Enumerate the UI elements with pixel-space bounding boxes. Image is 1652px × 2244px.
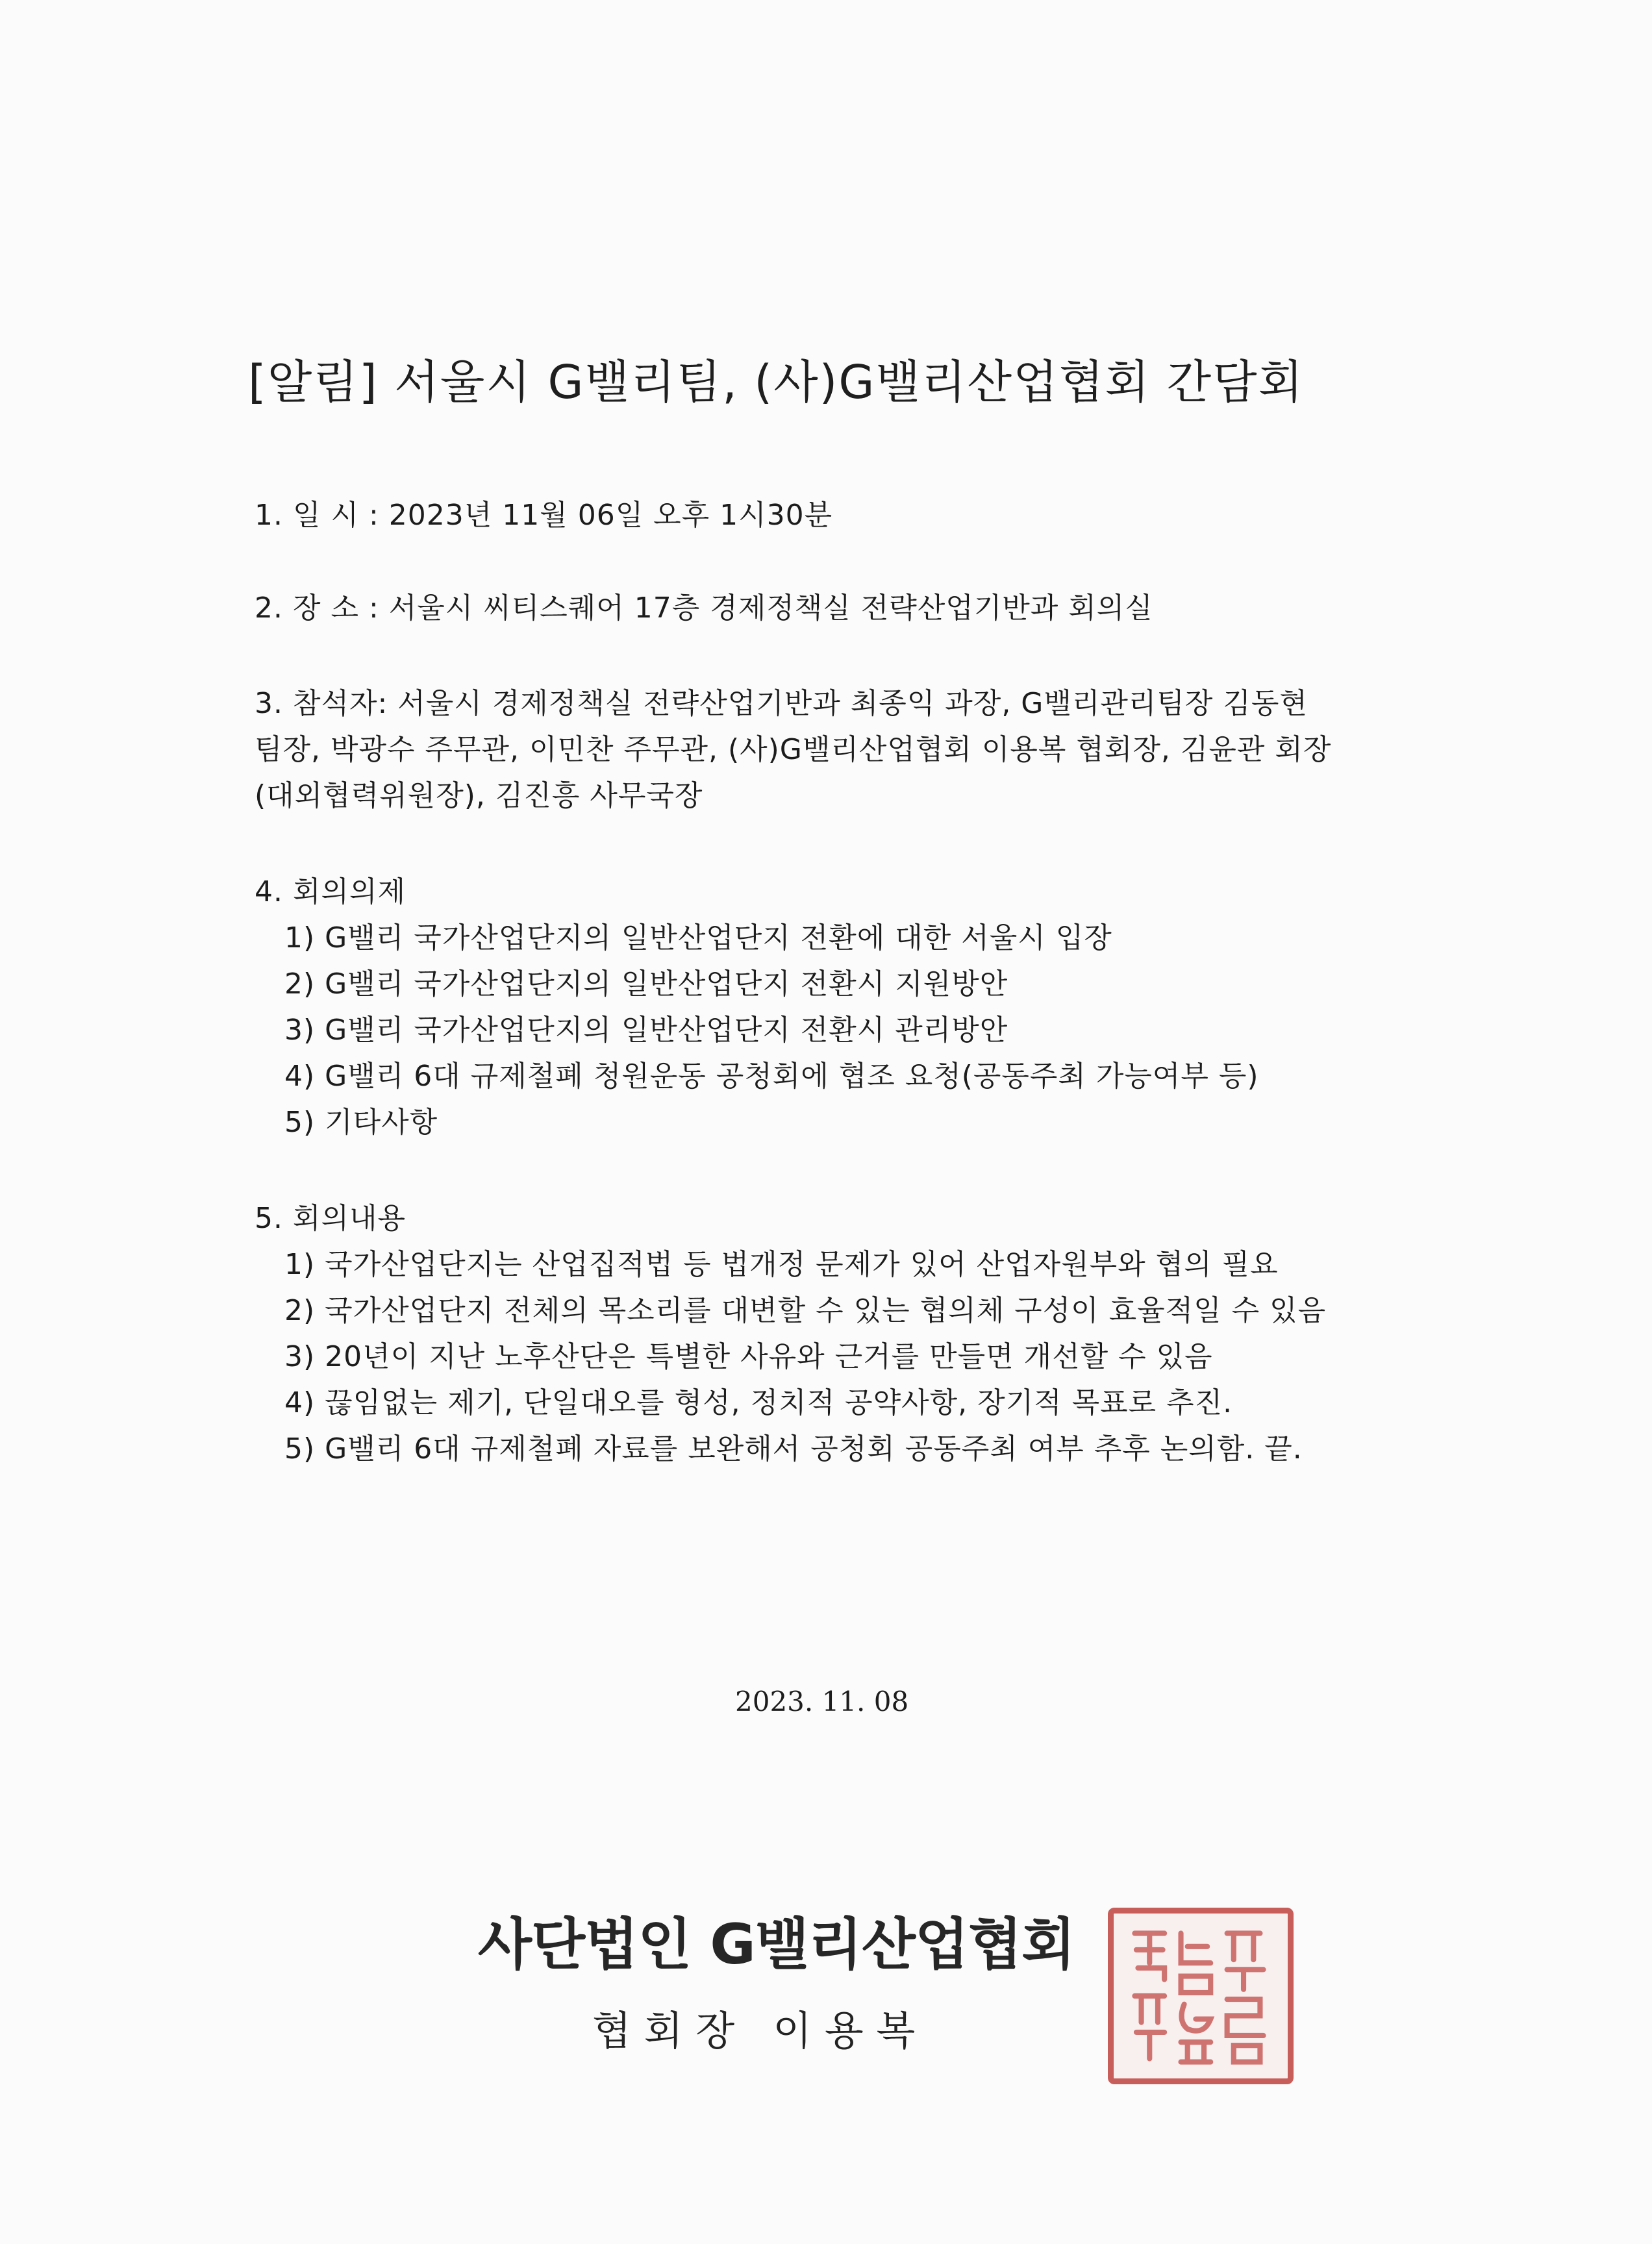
agenda-item: 2) G밸리 국가산업단지의 일반산업단지 전환시 지원방안 [284,967,1008,1001]
content-heading: 5. 회의내용 [255,1202,406,1235]
organization-name: 사단법인 G밸리산업협회 [478,1912,1075,1977]
agenda-item: 4) G밸리 6대 규제철폐 청원운동 공청회에 협조 요청(공동주최 가능여부 등) [284,1060,1259,1093]
content-item: 3) 20년이 지난 노후산단은 특별한 사유와 근거를 만들면 개선할 수 있음 [284,1340,1213,1373]
agenda-item: 3) G밸리 국가산업단지의 일반산업단지 전환시 관리방안 [284,1014,1008,1047]
agenda-item: 5) 기타사항 [284,1106,438,1139]
document-title: [알림] 서울시 G밸리팀, (사)G밸리산업협회 간담회 [248,355,1305,409]
attendees-line-2: 팀장, 박광수 주무관, 이민찬 주무관, (사)G밸리산업협회 이용복 협회장, 김윤관 회장 [255,733,1332,766]
content-item: 4) 끊임없는 제기, 단일대오를 형성, 정치적 공약사항, 장기적 목표로 추진. [284,1386,1233,1419]
document-date: 2023. 11. 08 [735,1686,909,1717]
content-item: 1) 국가산업단지는 산업집적법 등 법개정 문제가 있어 산업자원부와 협의 필요 [284,1248,1279,1281]
attendees-line-1: 3. 참석자: 서울시 경제정책실 전략산업기반과 최종익 과장, G밸리관리팀장 김동현 [255,687,1308,720]
official-seal-stamp [1108,1908,1294,2084]
content-item: 2) 국가산업단지 전체의 목소리를 대변할 수 있는 협의체 구성이 효율적일 수 있음 [284,1294,1327,1327]
meeting-datetime: 1. 일 시 : 2023년 11월 06일 오후 1시30분 [255,499,833,532]
president-signature-line: 협 회 장 이 용 복 [592,2007,916,2054]
seal-glyph-pattern [1114,1914,1288,2078]
agenda-heading: 4. 회의의제 [255,875,406,908]
meeting-location: 2. 장 소 : 서울시 씨티스퀘어 17층 경제정책실 전략산업기반과 회의실 [255,592,1153,625]
content-item: 5) G밸리 6대 규제철폐 자료를 보완해서 공청회 공동주최 여부 추후 논의함. 끝. [284,1432,1303,1465]
agenda-item: 1) G밸리 국가산업단지의 일반산업단지 전환에 대한 서울시 입장 [284,921,1112,954]
attendees-line-3: (대외협력위원장), 김진흥 사무국장 [255,779,703,812]
